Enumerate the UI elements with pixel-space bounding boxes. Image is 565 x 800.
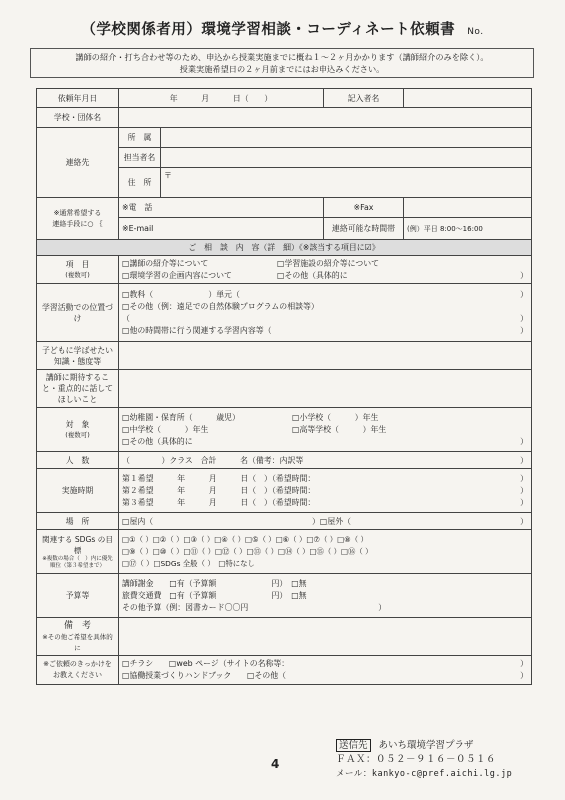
org-name: あいち環境学習プラザ xyxy=(378,740,474,751)
target-options[interactable]: □幼稚園・保育所（ 歳児） □小学校（ ）年生 □中学校（ ）年生 □高等学校（ ）年生 □その他（具体的に ） xyxy=(119,408,532,452)
fax-label: ※Fax xyxy=(324,198,404,218)
item-option[interactable]: □環境学習の企画内容について xyxy=(122,270,232,280)
writer-field[interactable] xyxy=(404,89,532,108)
position-label: 学習活動での位置づけ xyxy=(37,284,119,342)
period-label: 実施時期 xyxy=(37,469,119,513)
contact-label: 連絡先 xyxy=(37,128,119,198)
send-label: 送信先 xyxy=(336,739,371,752)
position-option[interactable]: □教科（ ）単元（ xyxy=(122,289,240,299)
phone-field[interactable] xyxy=(119,198,324,218)
school-field[interactable] xyxy=(119,108,532,128)
email-label: ※E-mail xyxy=(122,224,154,233)
form-number-label: No. xyxy=(467,27,484,37)
details-header: ご 相 談 内 容（詳 細）《※該当する項目に☑》 xyxy=(37,240,532,256)
preferred-contact-note: ※通常希望する 連絡手段に○ ｛ xyxy=(37,198,119,240)
item-option[interactable]: □学習施設の紹介等について xyxy=(277,258,379,268)
position-paren: （ xyxy=(122,313,130,323)
person-field[interactable] xyxy=(161,148,532,168)
email-field[interactable] xyxy=(119,218,324,240)
item-label: 項 目 (複数可) xyxy=(37,256,119,284)
knowledge-label: 子どもに学ばせたい知識・態度等 xyxy=(37,342,119,370)
address-label: 住 所 xyxy=(119,168,161,198)
remarks-field[interactable] xyxy=(119,618,532,656)
footer-contact xyxy=(336,739,512,781)
school-label: 学校・団体名 xyxy=(37,108,119,128)
remarks-label: 備 考 ※その他ご希望を具体的に xyxy=(37,618,119,656)
target-option[interactable]: □その他（具体的に xyxy=(122,436,193,446)
date-label: 依頼年月日 xyxy=(37,89,119,108)
target-label: 対 象 (複数可) xyxy=(37,408,119,452)
contact-time-example: (例）平日 8:00～16:00 xyxy=(407,224,483,233)
date-field[interactable]: 年 月 日（ ） xyxy=(119,89,324,108)
affiliation-label: 所 属 xyxy=(119,128,161,148)
period-field[interactable]: 第１希望 年 月 日（ ）（希望時間： ） 第２希望 年 月 日（ ）（希望時間： ） 第３希望 年 月 日（ ）（希望時間： ） xyxy=(119,469,532,513)
item-option[interactable]: □その他（具体的に xyxy=(277,270,348,280)
target-option[interactable]: □小学校（ ）年生 xyxy=(292,412,379,422)
postal-mark: 〒 xyxy=(164,171,172,180)
budget-field[interactable]: 講師謝金 □有（予算額 円） □無 旅費交通費 □有（予算額 円） □無 その他予算（例：図書カード〇〇円 ） xyxy=(119,574,532,618)
item-options[interactable]: □講師の紹介等について □学習施設の紹介等について □環境学習の企画内容について □その他（具体的に ） xyxy=(119,256,532,284)
budget-label: 予算等 xyxy=(37,574,119,618)
notice-box xyxy=(30,48,534,78)
form-title: （学校関係者用）環境学習相談・コーディネート依頼書 No. xyxy=(81,22,484,38)
request-form-table xyxy=(36,88,532,685)
place-field[interactable]: □屋内（ ）□屋外（ ） xyxy=(119,513,532,530)
sdgs-row[interactable]: □⑨（ ）□⑩（ ）□⑪（ ）□⑫（ ）□⑬（ ）□⑭（ ）□⑮（ ）□⑯（ ） xyxy=(122,546,373,556)
position-options[interactable]: □教科（ ）単元（ ） □その他（例：遠足での自然体験プログラムの相談等） （ ） □他の時間帯に行う関連する学習内容等（ ） xyxy=(119,284,532,342)
affiliation-field[interactable] xyxy=(161,128,532,148)
target-option[interactable]: □幼稚園・保育所（ 歳児） xyxy=(122,412,240,422)
expect-field[interactable] xyxy=(119,370,532,408)
knowledge-field[interactable] xyxy=(119,342,532,370)
trigger-options[interactable]: □チラシ □web ページ（サイトの名称等： ） □協働授業づくりハンドブック □その他（ ） xyxy=(119,656,532,685)
sdgs-label: 関連する SDGs の目標 ※複数の場合（ ）内に優先順位（第３希望まで） xyxy=(37,530,119,574)
people-field[interactable]: （ ）クラス 合計 名（備考：内訳等 ） xyxy=(119,452,532,469)
notice-line: 講師の紹介・打ち合わせ等のため、申込から授業実施までに概ね１～２ヶ月かかります（講師紹介のみを除く）。 xyxy=(75,52,489,62)
contact-time-label: 連絡可能な時間帯 xyxy=(324,218,404,240)
writer-label: 記入者名 xyxy=(324,89,404,108)
position-option[interactable]: □他の時間帯に行う関連する学習内容等（ xyxy=(122,325,272,335)
contact-time-field[interactable] xyxy=(404,218,532,240)
target-option[interactable]: □高等学校（ ）年生 xyxy=(292,424,387,434)
phone-label: ※電 話 xyxy=(122,203,153,212)
page-number: 4 xyxy=(271,757,280,771)
trigger-label: ※ご依頼のきっかけをお教えください xyxy=(37,656,119,685)
sdgs-row[interactable]: □①（ ）□②（ ）□③（ ）□④（ ）□⑤（ ）□⑥（ ）□⑦（ ）□⑧（ ） xyxy=(122,534,368,544)
people-label: 人 数 xyxy=(37,452,119,469)
position-option[interactable]: □その他（例：遠足での自然体験プログラムの相談等） xyxy=(122,301,319,311)
person-label: 担当者名 xyxy=(119,148,161,168)
expect-label: 講師に期待すること・重点的に話してほしいこと xyxy=(37,370,119,408)
item-option[interactable]: □講師の紹介等について xyxy=(122,258,209,268)
fax-field[interactable] xyxy=(404,198,532,218)
sdgs-options[interactable] xyxy=(119,530,532,574)
address-field[interactable] xyxy=(161,168,532,198)
place-label: 場 所 xyxy=(37,513,119,530)
sdgs-row[interactable]: □⑰（ ）□SDGs 全般（ ） □特になし xyxy=(122,558,255,568)
email-address: メール：kankyo-c@pref.aichi.lg.jp xyxy=(336,769,513,779)
fax-number: ＦＡＸ：０５２－９１６－０５１６ xyxy=(336,754,497,765)
target-option[interactable]: □中学校（ ）年生 xyxy=(122,424,209,434)
notice-line: 授業実施希望日の２ヶ月前までにはお申込みください。 xyxy=(179,64,385,74)
